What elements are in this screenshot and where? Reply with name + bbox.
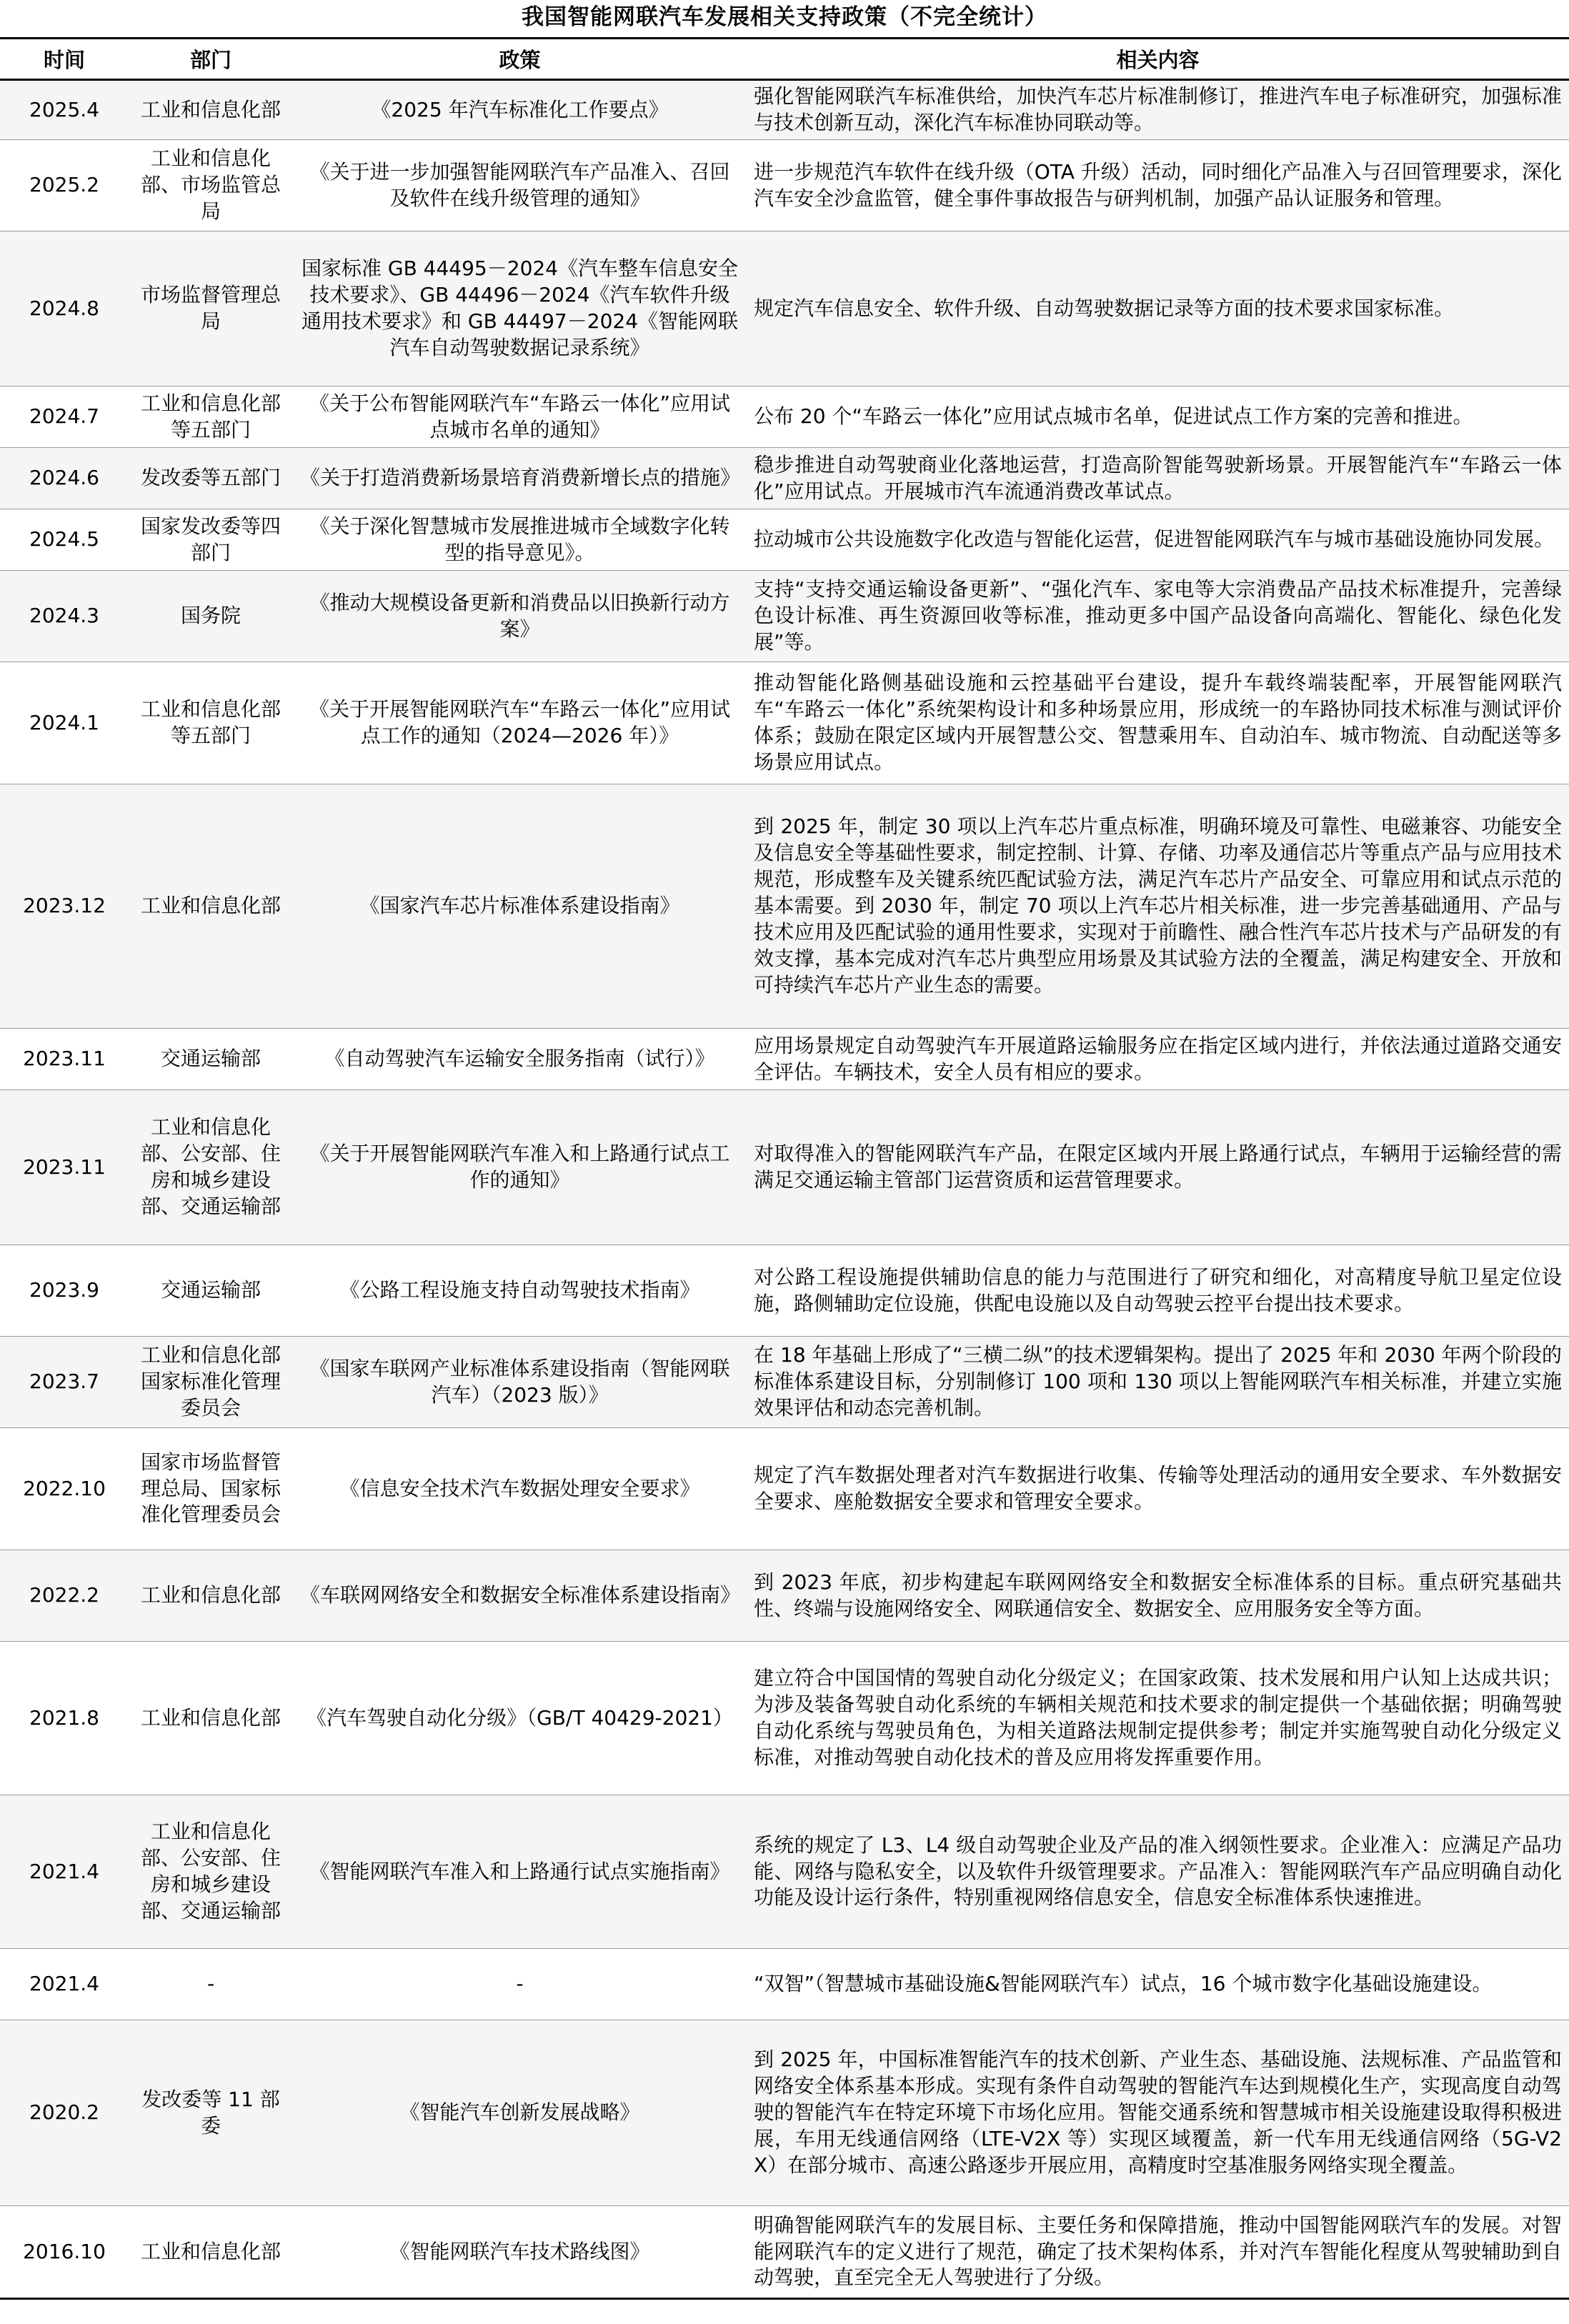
cell-time: 2021.4 (0, 1949, 129, 2020)
table-row (0, 2020, 1569, 2206)
cell-time: 2024.1 (0, 662, 129, 784)
column-header-policy: 政策 (293, 39, 747, 80)
cell-content: 对取得准入的智能网联汽车产品，在限定区域内开展上路通行试点，车辆用于运输经营的需满足交通运输主管部门运营资质和运营管理要求。 (747, 1090, 1569, 1245)
cell-policy: 《智能网联汽车技术路线图》 (293, 2206, 747, 2299)
cell-content: 应用场景规定自动驾驶汽车开展道路运输服务应在指定区域内进行，并依法通过道路交通安全评估。车辆技术，安全人员有相应的要求。 (747, 1029, 1569, 1090)
cell-policy: 《关于开展智能网联汽车准入和上路通行试点工作的通知》 (293, 1090, 747, 1245)
cell-department: 工业和信息化部等五部门 (129, 662, 293, 784)
cell-content: 推动智能化路侧基础设施和云控基础平台建设，提升车载终端装配率，开展智能网联汽车“车路云一体化”系统架构设计和多种场景应用，形成统一的车路协同技术标准与测试评价体系；鼓励在限定区域内开展智慧公交、智慧乘用车、自动泊车、城市物流、自动配送等多场景应用试点。 (747, 662, 1569, 784)
table-header-row (0, 39, 1569, 80)
cell-policy: 《推动大规模设备更新和消费品以旧换新行动方案》 (293, 571, 747, 662)
table-row (0, 1090, 1569, 1245)
cell-content: 系统的规定了 L3、L4 级自动驾驶企业及产品的准入纲领性要求。企业准入：应满足产品功能、网络与隐私安全，以及软件升级管理要求。产品准入：智能网联汽车产品应明确自动化功能及设计运行条件，特别重视网络信息安全，信息安全标准体系快速推进。 (747, 1795, 1569, 1949)
cell-time: 2024.7 (0, 386, 129, 448)
policy-table (0, 37, 1569, 2300)
cell-content: 规定了汽车数据处理者对汽车数据进行收集、传输等处理活动的通用安全要求、车外数据安全要求、座舱数据安全要求和管理安全要求。 (747, 1428, 1569, 1550)
cell-time: 2022.10 (0, 1428, 129, 1550)
cell-time: 2023.7 (0, 1337, 129, 1428)
cell-time: 2021.4 (0, 1795, 129, 1949)
cell-department: 工业和信息化部等五部门 (129, 386, 293, 448)
cell-time: 2023.11 (0, 1029, 129, 1090)
table-row (0, 1949, 1569, 2020)
table-row (0, 1029, 1569, 1090)
cell-department: 工业和信息化部 (129, 2206, 293, 2299)
cell-time: 2025.2 (0, 140, 129, 231)
table-row (0, 1428, 1569, 1550)
cell-department: 国家市场监督管理总局、国家标准化管理委员会 (129, 1428, 293, 1550)
cell-content: 公布 20 个“车路云一体化”应用试点城市名单，促进试点工作方案的完善和推进。 (747, 386, 1569, 448)
cell-time: 2023.11 (0, 1090, 129, 1245)
cell-department: 交通运输部 (129, 1029, 293, 1090)
cell-department: 工业和信息化部、公安部、住房和城乡建设部、交通运输部 (129, 1795, 293, 1949)
table-row (0, 1337, 1569, 1428)
cell-time: 2024.5 (0, 509, 129, 571)
cell-policy: 《关于公布智能网联汽车“车路云一体化”应用试点城市名单的通知》 (293, 386, 747, 448)
cell-department: 发改委等五部门 (129, 448, 293, 509)
cell-content: 支持“支持交通运输设备更新”、“强化汽车、家电等大宗消费品产品技术标准提升，完善绿色设计标准、再生资源回收等标准，推动更多中国产品设备向高端化、智能化、绿色化发展”等。 (747, 571, 1569, 662)
cell-policy: 《关于进一步加强智能网联汽车产品准入、召回及软件在线升级管理的通知》 (293, 140, 747, 231)
cell-content: 到 2023 年底，初步构建起车联网网络安全和数据安全标准体系的目标。重点研究基础共性、终端与设施网络安全、网联通信安全、数据安全、应用服务安全等方面。 (747, 1550, 1569, 1642)
cell-content: “双智”（智慧城市基础设施&智能网联汽车）试点，16 个城市数字化基础设施建设。 (747, 1949, 1569, 2020)
column-header-time: 时间 (0, 39, 129, 80)
cell-content: 到 2025 年，制定 30 项以上汽车芯片重点标准，明确环境及可靠性、电磁兼容、功能安全及信息安全等基础性要求，制定控制、计算、存储、功率及通信芯片等重点产品与应用技术规范，形成整车及关键系统匹配试验方法，满足汽车芯片产品安全、可靠应用和试点示范的基本需要。到 2030 年，制定 70 项以上汽车芯片相关标准，进一步完善基础通用、产品与技术应用及匹配试验的通用性要求，实现对于前瞻性、融合性汽车芯片技术与产品研发的有效支撑，基本完成对汽车芯片典型应用场景及其试验方法的全覆盖，满足构建安全、开放和可持续汽车芯片产业生态的需要。 (747, 784, 1569, 1029)
table-row (0, 509, 1569, 571)
table-row (0, 1245, 1569, 1337)
cell-policy: 《自动驾驶汽车运输安全服务指南（试行）》 (293, 1029, 747, 1090)
cell-time: 2022.2 (0, 1550, 129, 1642)
document-title: 我国智能网联汽车发展相关支持政策（不完全统计） (522, 4, 1047, 30)
cell-policy: 《车联网网络安全和数据安全标准体系建设指南》 (293, 1550, 747, 1642)
cell-department: 工业和信息化部 (129, 1642, 293, 1795)
cell-department: - (129, 1949, 293, 2020)
cell-time: 2023.9 (0, 1245, 129, 1337)
cell-department: 国务院 (129, 571, 293, 662)
cell-department: 工业和信息化部 (129, 784, 293, 1029)
cell-policy: 《关于开展智能网联汽车“车路云一体化”应用试点工作的通知（2024—2026 年）》 (293, 662, 747, 784)
cell-content: 到 2025 年，中国标准智能汽车的技术创新、产业生态、基础设施、法规标准、产品监管和网络安全体系基本形成。实现有条件自动驾驶的智能汽车达到规模化生产，实现高度自动驾驶的智能汽车在特定环境下市场化应用。智能交通系统和智慧城市相关设施建设取得积极进展，车用无线通信网络（LTE-V2X 等）实现区域覆盖，新一代车用无线通信网络（5G-V2X）在部分城市、高速公路逐步开展应用，高精度时空基准服务网络实现全覆盖。 (747, 2020, 1569, 2206)
table-row (0, 386, 1569, 448)
cell-time: 2020.2 (0, 2020, 129, 2206)
column-header-content: 相关内容 (747, 39, 1569, 80)
cell-department: 国家发改委等四部门 (129, 509, 293, 571)
cell-time: 2024.6 (0, 448, 129, 509)
cell-department: 工业和信息化部 国家标准化管理委员会 (129, 1337, 293, 1428)
cell-content: 规定汽车信息安全、软件升级、自动驾驶数据记录等方面的技术要求国家标准。 (747, 231, 1569, 386)
cell-department: 发改委等 11 部委 (129, 2020, 293, 2206)
cell-policy: 《智能网联汽车准入和上路通行试点实施指南》 (293, 1795, 747, 1949)
column-header-department: 部门 (129, 39, 293, 80)
cell-time: 2023.12 (0, 784, 129, 1029)
cell-policy: 国家标准 GB 44495－2024《汽车整车信息安全技术要求》、GB 44496－2024《汽车软件升级通用技术要求》和 GB 44497－2024《智能网联汽车自动驾驶数据记录系统》 (293, 231, 747, 386)
cell-policy: 《国家车联网产业标准体系建设指南（智能网联汽车）（2023 版）》 (293, 1337, 747, 1428)
cell-policy: 《关于打造消费新场景培育消费新增长点的措施》 (293, 448, 747, 509)
table-row (0, 1642, 1569, 1795)
cell-time: 2021.8 (0, 1642, 129, 1795)
table-row (0, 2206, 1569, 2299)
cell-content: 稳步推进自动驾驶商业化落地运营，打造高阶智能驾驶新场景。开展智能汽车“车路云一体化”应用试点。开展城市汽车流通消费改革试点。 (747, 448, 1569, 509)
cell-policy: 《关于深化智慧城市发展推进城市全域数字化转型的指导意见》。 (293, 509, 747, 571)
table-row (0, 662, 1569, 784)
cell-department: 工业和信息化部、公安部、住房和城乡建设部、交通运输部 (129, 1090, 293, 1245)
table-row (0, 80, 1569, 140)
cell-content: 进一步规范汽车软件在线升级（OTA 升级）活动，同时细化产品准入与召回管理要求，深化汽车安全沙盒监管，健全事件事故报告与研判机制，加强产品认证服务和管理。 (747, 140, 1569, 231)
cell-content: 明确智能网联汽车的发展目标、主要任务和保障措施，推动中国智能网联汽车的发展。对智能网联汽车的定义进行了规范，确定了技术架构体系，并对汽车智能化程度从驾驶辅助到自动驾驶，直至完全无人驾驶进行了分级。 (747, 2206, 1569, 2299)
cell-time: 2025.4 (0, 80, 129, 140)
table-row (0, 231, 1569, 386)
cell-content: 建立符合中国国情的驾驶自动化分级定义；在国家政策、技术发展和用户认知上达成共识；为涉及装备驾驶自动化系统的车辆相关规范和技术要求的制定提供一个基础依据；明确驾驶自动化系统与驾驶员角色，为相关道路法规制定提供参考；制定并实施驾驶自动化分级定义标准，对推动驾驶自动化技术的普及应用将发挥重要作用。 (747, 1642, 1569, 1795)
cell-content: 强化智能网联汽车标准供给，加快汽车芯片标准制修订，推进汽车电子标准研究，加强标准与技术创新互动，深化汽车标准协同联动等。 (747, 80, 1569, 140)
cell-policy: 《智能汽车创新发展战略》 (293, 2020, 747, 2206)
cell-time: 2024.8 (0, 231, 129, 386)
cell-content: 拉动城市公共设施数字化改造与智能化运营，促进智能网联汽车与城市基础设施协同发展。 (747, 509, 1569, 571)
cell-department: 市场监督管理总局 (129, 231, 293, 386)
cell-content: 对公路工程设施提供辅助信息的能力与范围进行了研究和细化，对高精度导航卫星定位设施，路侧辅助定位设施，供配电设施以及自动驾驶云控平台提出技术要求。 (747, 1245, 1569, 1337)
cell-department: 工业和信息化部、市场监管总局 (129, 140, 293, 231)
table-row (0, 140, 1569, 231)
cell-policy: 《2025 年汽车标准化工作要点》 (293, 80, 747, 140)
cell-time: 2016.10 (0, 2206, 129, 2299)
table-row (0, 571, 1569, 662)
table-row (0, 1795, 1569, 1949)
cell-time: 2024.3 (0, 571, 129, 662)
cell-department: 工业和信息化部 (129, 80, 293, 140)
cell-policy: 《信息安全技术汽车数据处理安全要求》 (293, 1428, 747, 1550)
table-row (0, 1550, 1569, 1642)
cell-policy: 《汽车驾驶自动化分级》（GB/T 40429-2021） (293, 1642, 747, 1795)
cell-policy: 《公路工程设施支持自动驾驶技术指南》 (293, 1245, 747, 1337)
table-row (0, 448, 1569, 509)
cell-policy: - (293, 1949, 747, 2020)
table-row (0, 784, 1569, 1029)
cell-department: 工业和信息化部 (129, 1550, 293, 1642)
cell-department: 交通运输部 (129, 1245, 293, 1337)
cell-content: 在 18 年基础上形成了“三横二纵”的技术逻辑架构。提出了 2025 年和 2030 年两个阶段的标准体系建设目标，分别制修订 100 项和 130 项以上智能网联汽车相关标准，并建立实施效果评估和动态完善机制。 (747, 1337, 1569, 1428)
cell-policy: 《国家汽车芯片标准体系建设指南》 (293, 784, 747, 1029)
